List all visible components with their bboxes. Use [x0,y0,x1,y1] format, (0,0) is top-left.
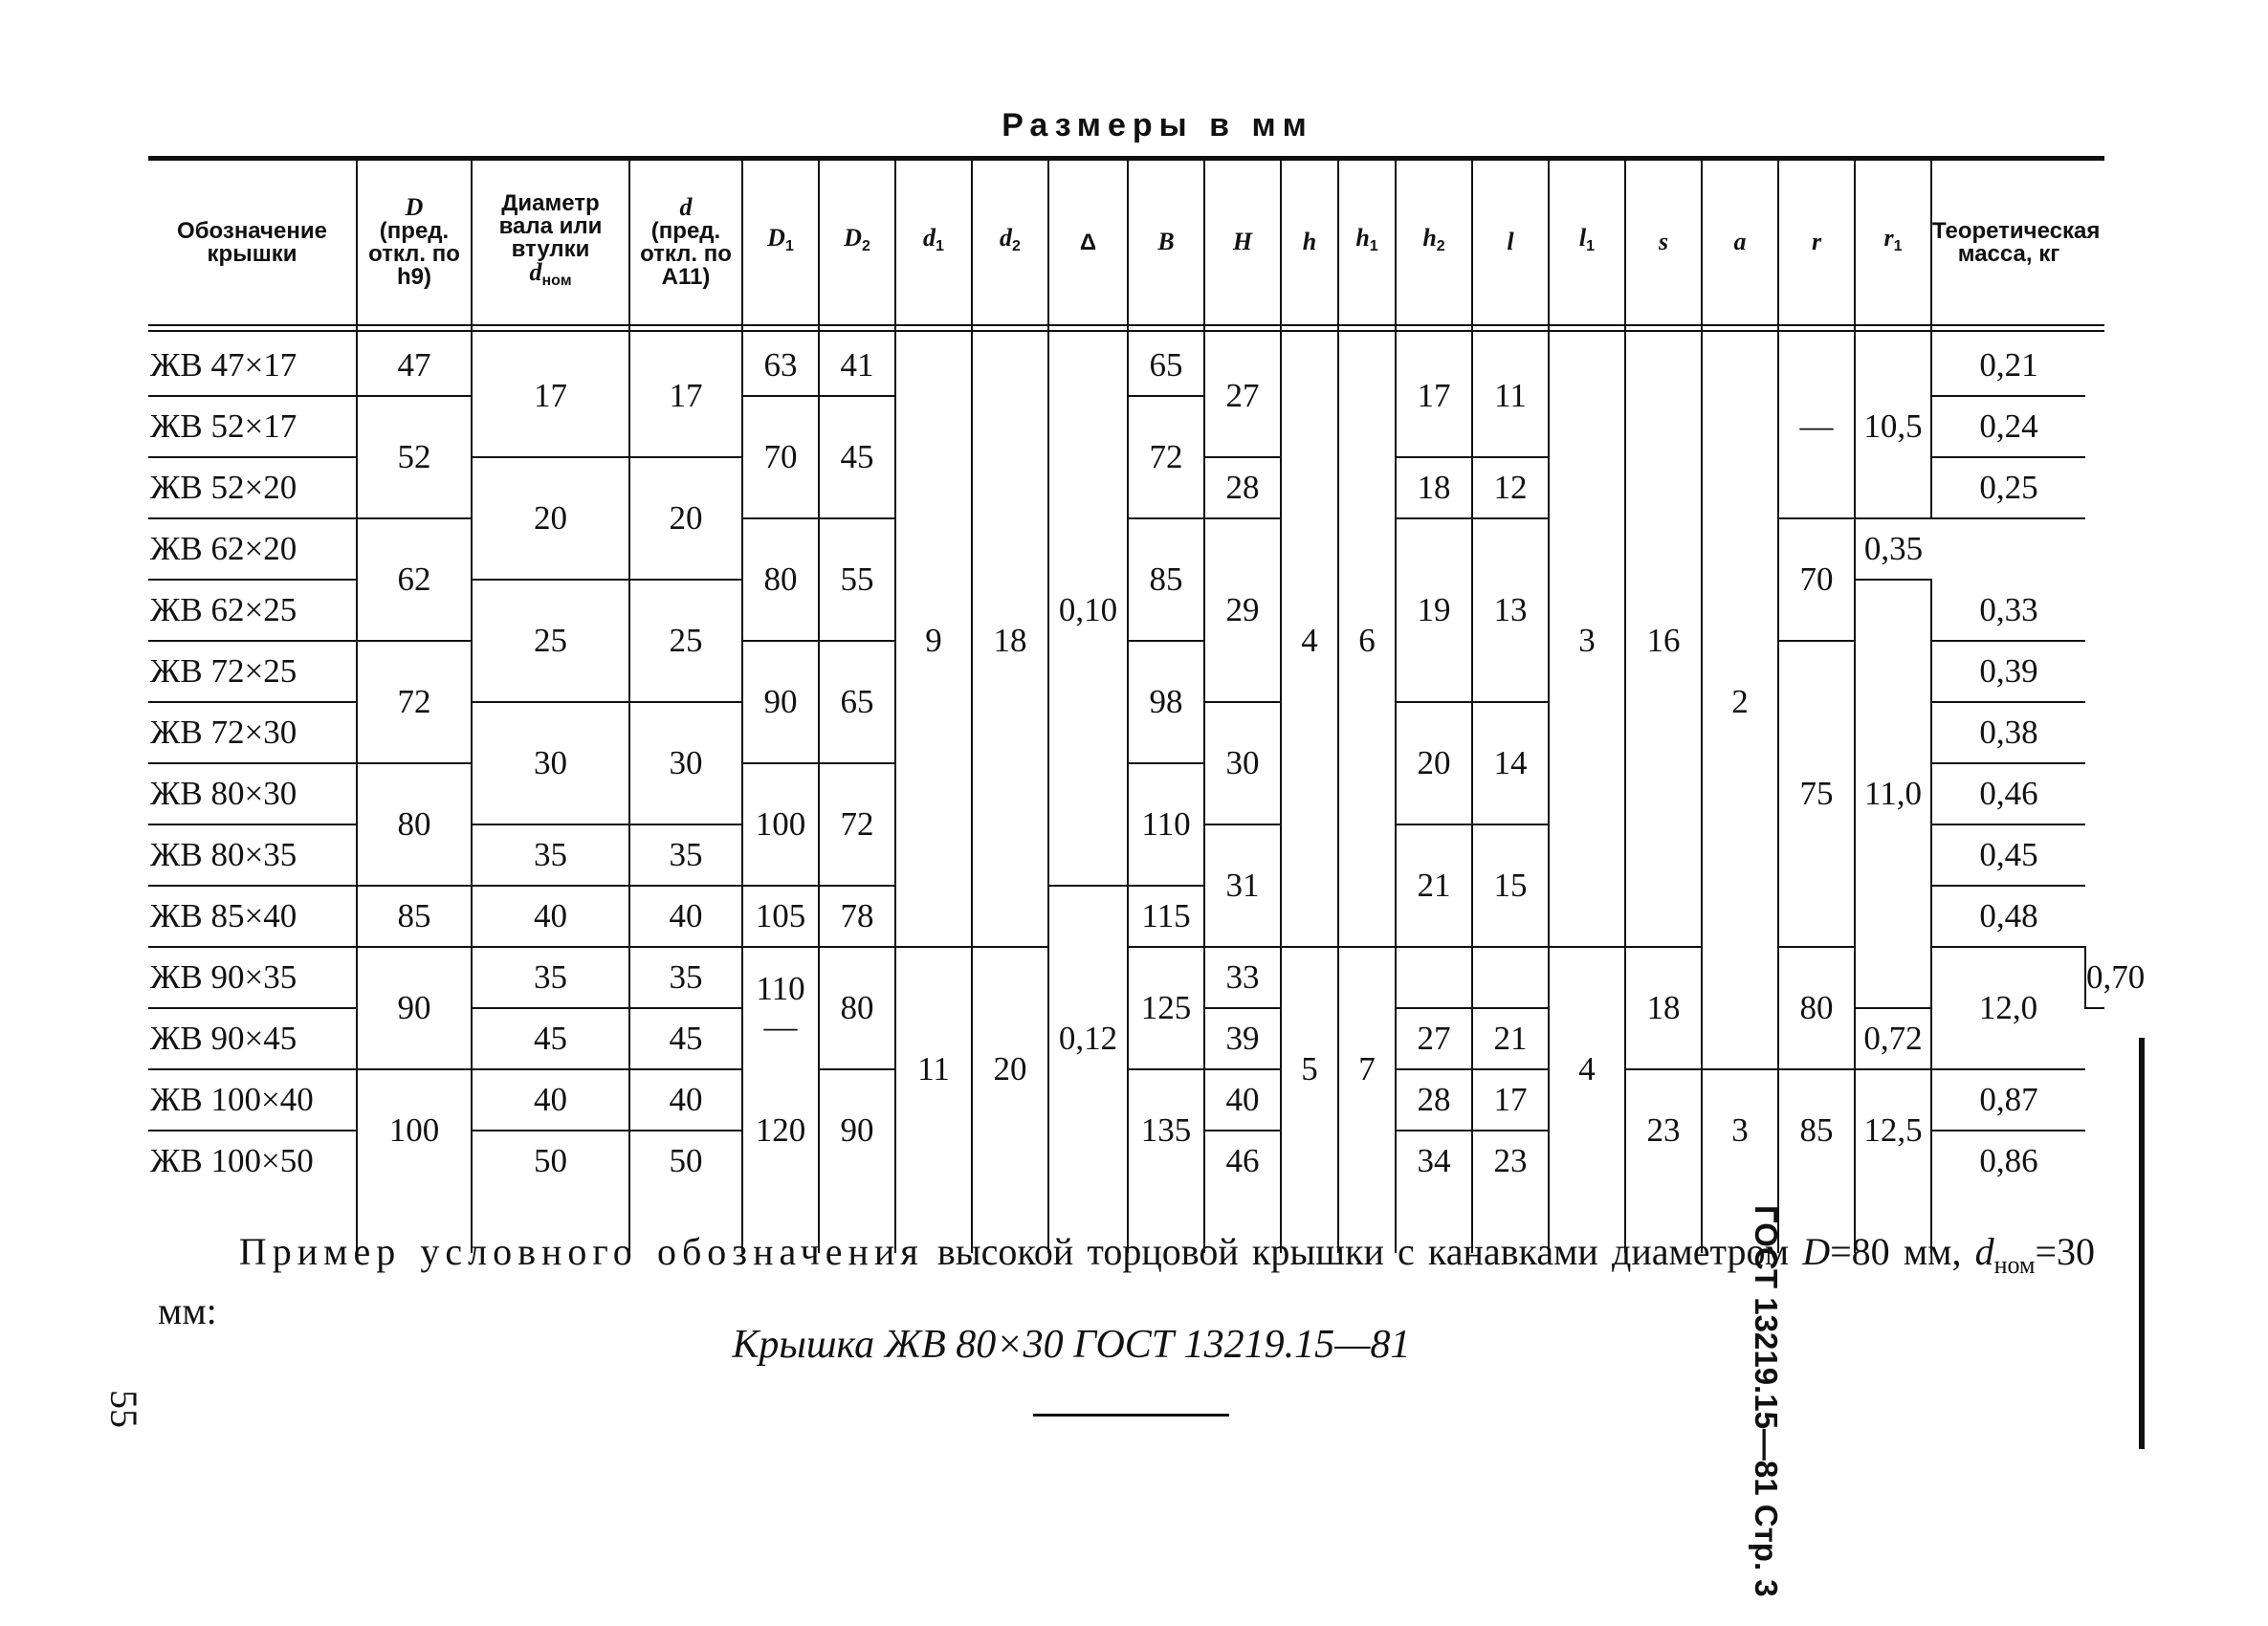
example-d-symbol: d [1974,1230,1994,1273]
cell-h2: 17 [1396,336,1472,457]
cell-h2: 21 [1396,824,1472,947]
cell-mass: 0,21 [1931,336,2085,396]
row-designation: ЖВ 52×17 [148,396,357,457]
cell-mass: 0,87 [1931,1069,2085,1131]
cell-s: 16 [1625,336,1702,947]
cell-r: 70 [1778,518,1855,641]
cell-dnom: 45 [472,1008,629,1069]
cell-H: 33 [1204,947,1281,1008]
cell-D1: 110 [742,947,819,1008]
cell-mass: 0,33 [1931,580,2085,641]
cell-mass: 0,24 [1931,396,2085,457]
example-D-symbol: D [1802,1230,1831,1273]
cell-l: 15 [1472,824,1549,947]
cell-l: 21 [1472,1008,1549,1069]
cell-B: 135 [1128,1069,1204,1191]
cell-mass: 0,45 [1931,824,2085,886]
cell-l: 23 [1472,1131,1549,1191]
cell-H: 31 [1204,824,1281,947]
cell-H: 40 [1204,1069,1281,1131]
cell-B: 65 [1128,336,1204,396]
cell-D: 72 [357,641,472,763]
header-s: s [1625,161,1702,324]
cell-mass: 0,38 [1931,702,2085,763]
header-designation: Обозначение крышки [177,217,327,267]
cell-dnom: 40 [472,1069,629,1131]
header-H: H [1204,161,1281,324]
cell-h2: 18 [1396,457,1472,518]
cell-r1: 10,5 [1855,336,1931,518]
cell-H: 27 [1204,336,1281,457]
row-designation: ЖВ 85×40 [148,886,357,947]
table-row [148,336,2104,396]
row-designation: ЖВ 72×25 [148,641,357,702]
row-designation: ЖВ 90×45 [148,1008,357,1069]
cell-H: 29 [1204,518,1281,702]
header-delta: Δ [1048,161,1128,324]
cell-D2: 41 [819,336,895,396]
header-r: r [1778,161,1855,324]
cell-h2: 28 [1396,1069,1472,1131]
cell-h2: 34 [1396,1131,1472,1191]
cell-D2: 55 [819,518,895,641]
header-D1: $D_1$ [742,161,819,324]
row-designation: ЖВ 100×40 [148,1069,357,1131]
cell-B: 85 [1128,518,1204,641]
header-l: l [1472,161,1549,324]
cell-D1: 100 [742,763,819,886]
cell-d: 40 [629,1069,742,1131]
cell-d: 35 [629,824,742,886]
example-lead: Пример условного обозначения [238,1230,924,1273]
cell-r: 80 [1778,947,1855,1069]
cell-dnom: 20 [472,457,629,580]
header-d2: $d_2$ [972,161,1048,324]
header-B: B [1128,161,1204,324]
cell-dnom: 35 [472,824,629,886]
header-gap-row [148,324,2104,336]
cell-B: 110 [1128,763,1204,886]
header-D: D (пред. откл. по h9) [357,161,472,324]
cell-r: — [1778,336,1855,518]
cell-mass: 0,39 [1931,641,2085,702]
cell-H: 28 [1204,457,1281,518]
cell-d1: 11 [895,947,972,1191]
cell-h: 4 [1281,336,1338,947]
row-designation: ЖВ 62×20 [148,518,357,580]
cell-D1: 80 [742,518,819,641]
page-number: 55 [102,1390,145,1428]
cell-D: 80 [357,763,472,886]
cell-dnom: 50 [472,1131,629,1191]
cell-d: 45 [629,1008,742,1069]
cell-l: 13 [1472,518,1549,702]
cell-s: 23 [1625,1069,1702,1191]
header-D2: $D_2$ [819,161,895,324]
cell-D2: 78 [819,886,895,947]
row-designation: ЖВ 80×35 [148,824,357,886]
header-shaft-diameter: Диаметр вала или втулки $d_{ном}$ [472,161,629,324]
cell-mass: 0,46 [1931,763,2085,824]
cell-D: 100 [357,1069,472,1191]
cell-H: 39 [1204,1008,1281,1069]
cell-D: 62 [357,518,472,641]
example-paragraph [158,1229,2095,1334]
cell-B: 125 [1128,947,1204,1069]
cell-h1: 7 [1338,947,1396,1191]
cell-l: 17 [1472,1069,1549,1131]
cell-r1: 12,5 [1855,1069,1931,1191]
cell-l-empty [1472,947,1549,1008]
cell-dnom: 30 [472,702,629,824]
cell-D2: 45 [819,396,895,518]
row-designation: ЖВ 72×30 [148,702,357,763]
cell-d2: 20 [972,947,1048,1191]
example-text: высокой торцовой крышки с канавками диаметром [936,1230,1790,1273]
cell-dnom: 17 [472,336,629,457]
cell-H: 30 [1204,702,1281,824]
units-caption: Размеры в мм [1002,107,1313,143]
cell-h2-empty [1396,947,1472,1008]
side-standard-label: ГОСТ 13219.15—81 Стр. 3 [1749,1205,1784,1597]
row-designation: ЖВ 62×25 [148,580,357,641]
cell-h1: 6 [1338,336,1396,947]
cell-D1: 120 [742,1069,819,1191]
cell-h2: 27 [1396,1008,1472,1069]
cell-delta: 0,12 [1048,886,1128,1191]
header-h2: $h_2$ [1396,161,1472,324]
cell-r1: 12,0 [1931,947,2085,1069]
side-margin-bar [2139,1038,2145,1449]
cell-s: 18 [1625,947,1702,1069]
cell-D: 52 [357,396,472,518]
header-h: h [1281,161,1338,324]
cell-d: 17 [629,336,742,457]
cell-h2: 19 [1396,518,1472,702]
cell-delta: 0,10 [1048,336,1128,886]
cell-D1: 90 [742,641,819,763]
cell-r: 85 [1778,1069,1855,1191]
cell-h2: 20 [1396,702,1472,824]
cell-r: 75 [1778,641,1855,947]
cell-mass: 0,48 [1931,886,2085,947]
cover-dimensions-grid [148,161,2146,1253]
cell-d2: 18 [972,336,1048,947]
cell-D: 90 [357,947,472,1069]
closing-rule [1033,1414,1229,1417]
cell-H: 46 [1204,1131,1281,1191]
cell-a: 3 [1702,1069,1778,1191]
header-d: d (пред. откл. по A11) [629,161,742,324]
cell-d: 30 [629,702,742,824]
header-a: a [1702,161,1778,324]
cell-d: 50 [629,1131,742,1191]
cell-d: 40 [629,886,742,947]
cell-h: 5 [1281,947,1338,1191]
cell-B: 98 [1128,641,1204,763]
header-h1: $h_1$ [1338,161,1396,324]
cell-mass: 0,25 [1931,457,2085,518]
cell-B: 115 [1128,886,1204,947]
cell-D: 85 [357,886,472,947]
example-d-subscript: ном [1993,1251,2036,1279]
cell-d: 25 [629,580,742,702]
cell-a: 2 [1702,336,1778,1069]
dimensions-table [148,156,2146,1213]
header-l1: $l_1$ [1549,161,1625,324]
cell-l1: 3 [1549,336,1625,947]
cell-D1: — [742,1008,819,1069]
cell-l: 12 [1472,457,1549,518]
cell-D2: 90 [819,1069,895,1191]
cell-dnom: 40 [472,886,629,947]
header-r1: $r_1$ [1855,161,1931,324]
cell-D1: 105 [742,886,819,947]
cell-D2: 65 [819,641,895,763]
cell-dnom: 35 [472,947,629,1008]
cell-D1: 63 [742,336,819,396]
example-D-value: =80 мм, [1830,1230,1962,1273]
cell-l: 11 [1472,336,1549,457]
cell-mass: 0,70 [2085,947,2104,1008]
cell-dnom: 25 [472,580,629,702]
cell-B: 72 [1128,396,1204,518]
cell-mass: 0,72 [1855,1008,1931,1069]
cell-l: 14 [1472,702,1549,824]
row-designation: ЖВ 52×20 [148,457,357,518]
cell-D2: 72 [819,763,895,886]
cell-d1: 9 [895,336,972,947]
cell-D: 47 [357,336,472,396]
example-d-value: =30 мм: [158,1230,2096,1332]
cell-D2: 80 [819,947,895,1069]
header-mass: Теоретическая масса, кг [1931,161,2085,324]
cell-mass: 0,35 [1855,518,1931,580]
row-designation: ЖВ 47×17 [148,336,357,396]
cell-d: 20 [629,457,742,580]
row-designation: ЖВ 100×50 [150,1142,314,1179]
example-designation: Крышка ЖВ 80×30 ГОСТ 13219.15—81 [732,1323,1411,1367]
row-designation: ЖВ 90×35 [148,947,357,1008]
cell-d: 35 [629,947,742,1008]
row-designation: ЖВ 80×30 [148,763,357,824]
cell-mass: 0,86 [1931,1131,2085,1191]
cell-l1: 4 [1549,947,1625,1191]
cell-r1: 11,0 [1855,580,1931,1008]
cell-D1: 70 [742,396,819,518]
header-d1: $d_1$ [895,161,972,324]
